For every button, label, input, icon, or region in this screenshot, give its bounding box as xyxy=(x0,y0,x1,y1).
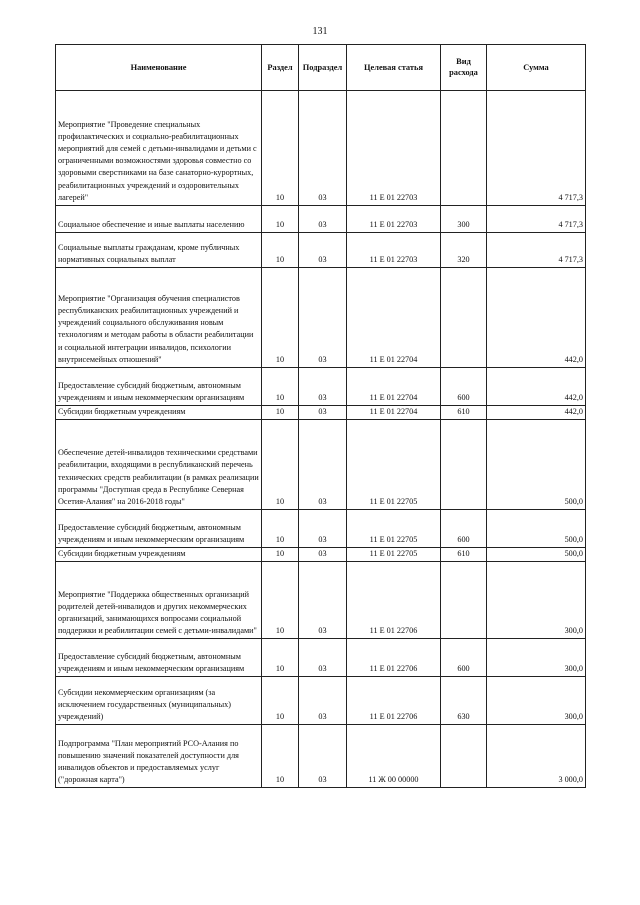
row-sum: 4 717,3 xyxy=(487,233,586,268)
row-section: 10 xyxy=(262,233,299,268)
row-name: Обеспечение детей-инвалидов техническими средствами реабилитации, входящими в республиканский перечень технических средств реабилитации (в рамках реализации программы "Доступная среда в Республике Северная Осетия-Алания" на 2016-2018 годы" xyxy=(56,420,262,510)
row-subsection: 03 xyxy=(299,677,347,725)
header-expense: Вид расхода xyxy=(441,45,487,91)
table-row xyxy=(56,510,586,548)
row-expense xyxy=(441,268,487,368)
header-target: Целевая статья xyxy=(347,45,441,91)
table-row xyxy=(56,639,586,677)
row-target: 11 Е 01 22704 xyxy=(347,268,441,368)
header-sum: Сумма xyxy=(487,45,586,91)
row-target: 11 Е 01 22705 xyxy=(347,548,441,562)
row-expense: 630 xyxy=(441,677,487,725)
row-expense: 300 xyxy=(441,206,487,233)
row-target: 11 Е 01 22706 xyxy=(347,639,441,677)
row-expense xyxy=(441,725,487,788)
row-sum: 442,0 xyxy=(487,268,586,368)
row-section: 10 xyxy=(262,406,299,420)
table-row xyxy=(56,677,586,725)
row-sum: 500,0 xyxy=(487,510,586,548)
row-target: 11 Е 01 22705 xyxy=(347,420,441,510)
table-row xyxy=(56,206,586,233)
row-target: 11 Е 01 22703 xyxy=(347,233,441,268)
row-target: 11 Е 01 22706 xyxy=(347,677,441,725)
row-sum: 442,0 xyxy=(487,406,586,420)
row-subsection: 03 xyxy=(299,639,347,677)
table-row xyxy=(56,406,586,420)
row-sum: 442,0 xyxy=(487,368,586,406)
row-subsection: 03 xyxy=(299,420,347,510)
header-subsection: Подраздел xyxy=(299,45,347,91)
row-sum: 500,0 xyxy=(487,548,586,562)
row-sum: 4 717,3 xyxy=(487,91,586,206)
row-section: 10 xyxy=(262,206,299,233)
row-name: Предоставление субсидий бюджетным, автономным учреждениям и иным некоммерческим организациям xyxy=(56,510,262,548)
row-sum: 4 717,3 xyxy=(487,206,586,233)
row-name: Мероприятие "Поддержка общественных организаций родителей детей-инвалидов и других некоммерческих организаций, занимающихся вопросами социальной поддержки и реабилитации семей с детьми-инвалидами" xyxy=(56,562,262,639)
row-name: Социальное обеспечение и иные выплаты населению xyxy=(56,206,262,233)
row-sum: 3 000,0 xyxy=(487,725,586,788)
row-expense: 600 xyxy=(441,368,487,406)
row-section: 10 xyxy=(262,639,299,677)
row-section: 10 xyxy=(262,420,299,510)
row-section: 10 xyxy=(262,91,299,206)
row-subsection: 03 xyxy=(299,206,347,233)
row-sum: 300,0 xyxy=(487,639,586,677)
row-section: 10 xyxy=(262,548,299,562)
table-row xyxy=(56,420,586,510)
row-name: Субсидии бюджетным учреждениям xyxy=(56,548,262,562)
table-row xyxy=(56,368,586,406)
page-number: 131 xyxy=(312,26,328,37)
table-header-row xyxy=(56,45,586,91)
row-target: 11 Е 01 22706 xyxy=(347,562,441,639)
row-subsection: 03 xyxy=(299,268,347,368)
row-expense: 600 xyxy=(441,510,487,548)
row-expense xyxy=(441,420,487,510)
table-row xyxy=(56,562,586,639)
row-subsection: 03 xyxy=(299,548,347,562)
row-expense: 610 xyxy=(441,406,487,420)
row-name: Предоставление субсидий бюджетным, автономным учреждениям и иным некоммерческим организациям xyxy=(56,639,262,677)
row-target: 11 Е 01 22704 xyxy=(347,368,441,406)
row-target: 11 Ж 00 00000 xyxy=(347,725,441,788)
row-section: 10 xyxy=(262,725,299,788)
row-subsection: 03 xyxy=(299,368,347,406)
row-target: 11 Е 01 22703 xyxy=(347,206,441,233)
table-row xyxy=(56,233,586,268)
table-row xyxy=(56,548,586,562)
row-name: Подпрограмма "План мероприятий РСО-Алания по повышению значений показателей доступности для инвалидов объектов и предоставляемых услуг ("дорожная карта") xyxy=(56,725,262,788)
row-subsection: 03 xyxy=(299,510,347,548)
row-section: 10 xyxy=(262,562,299,639)
table-row xyxy=(56,91,586,206)
budget-table xyxy=(55,44,586,788)
row-name: Субсидии бюджетным учреждениям xyxy=(56,406,262,420)
row-target: 11 Е 01 22703 xyxy=(347,91,441,206)
row-subsection: 03 xyxy=(299,233,347,268)
row-name: Мероприятие "Организация обучения специалистов республиканских реабилитационных учреждений и учреждений социального обслуживания новым технологиям и методам работы в области реабилитации и социальной интеграции инвалидов, психологии внутрисемейных отношений" xyxy=(56,268,262,368)
row-subsection: 03 xyxy=(299,725,347,788)
row-sum: 500,0 xyxy=(487,420,586,510)
row-sum: 300,0 xyxy=(487,677,586,725)
row-expense: 610 xyxy=(441,548,487,562)
row-expense: 600 xyxy=(441,639,487,677)
row-section: 10 xyxy=(262,368,299,406)
row-expense xyxy=(441,91,487,206)
row-expense xyxy=(441,562,487,639)
table-row xyxy=(56,725,586,788)
row-expense: 320 xyxy=(441,233,487,268)
row-target: 11 Е 01 22704 xyxy=(347,406,441,420)
row-subsection: 03 xyxy=(299,562,347,639)
row-target: 11 Е 01 22705 xyxy=(347,510,441,548)
table-row xyxy=(56,268,586,368)
row-section: 10 xyxy=(262,510,299,548)
header-section: Раздел xyxy=(262,45,299,91)
row-subsection: 03 xyxy=(299,406,347,420)
row-name: Субсидии некоммерческим организациям (за исключением государственных (муниципальных) учреждений) xyxy=(56,677,262,725)
header-name: Наименование xyxy=(56,45,262,91)
row-sum: 300,0 xyxy=(487,562,586,639)
row-section: 10 xyxy=(262,677,299,725)
row-section: 10 xyxy=(262,268,299,368)
row-subsection: 03 xyxy=(299,91,347,206)
row-name: Социальные выплаты гражданам, кроме публичных нормативных социальных выплат xyxy=(56,233,262,268)
row-name: Мероприятие "Проведение специальных профилактических и социально-реабилитационных мероприятий для семей с детьми-инвалидами и детьми с ограниченными возможностями здоровья совместно со здоровыми сверстниками на базе санаторно-курортных, реабилитационных учреждений и оздоровительных лагерей" xyxy=(56,91,262,206)
row-name: Предоставление субсидий бюджетным, автономным учреждениям и иным некоммерческим организациям xyxy=(56,368,262,406)
